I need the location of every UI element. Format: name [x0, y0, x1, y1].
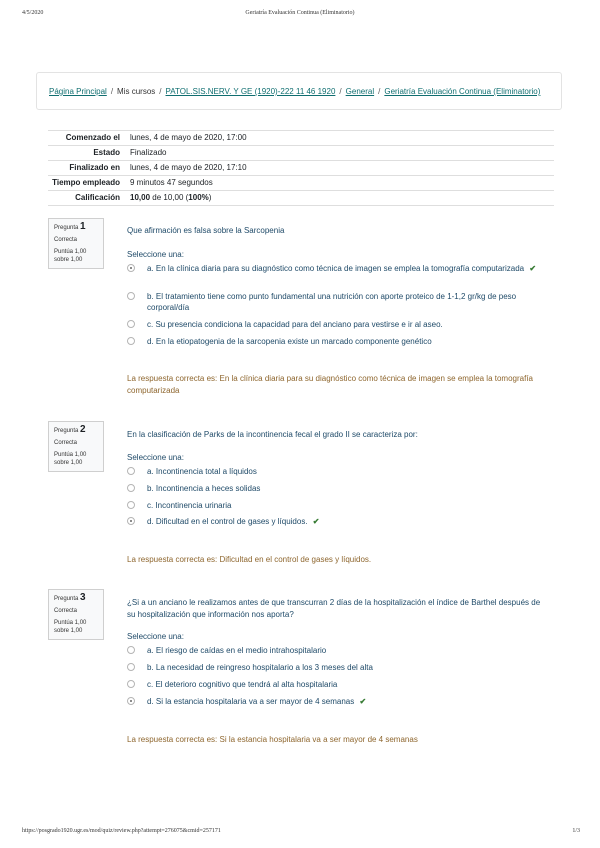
radio-button[interactable]	[127, 646, 135, 654]
answer-option[interactable]: b. La necesidad de reingreso hospitalario a los 3 meses del alta	[127, 662, 547, 673]
summary-row: Finalizado en lunes, 4 de mayo de 2020, 17:10	[48, 161, 554, 176]
answer-option[interactable]: d. En la etiopatogenia de la sarcopenia existe un marcado componente genético	[127, 336, 547, 347]
correct-answer-feedback: La respuesta correcta es: Si la estancia hospitalaria va a ser mayor de 4 semanas	[127, 735, 418, 744]
answer-option[interactable]: b. Incontinencia a heces solidas	[127, 483, 547, 494]
answer-option[interactable]: c. El deterioro cognitivo que tendrá al alta hospitalaria	[127, 679, 547, 690]
print-url: https://posgrado1920.ugr.es/mod/quiz/review.php?attempt=276075&cmid=257171	[22, 828, 221, 834]
question-text-2: En la clasificación de Parks de la incontinencia fecal el grado II se caracteriza por:	[127, 430, 418, 439]
correct-answer-feedback: La respuesta correcta es: Dificultad en el control de gases y líquidos.	[127, 555, 372, 564]
radio-button[interactable]	[127, 320, 135, 328]
summary-row: Comenzado el lunes, 4 de mayo de 2020, 17:00	[48, 131, 554, 146]
select-one-prompt: Seleccione una:	[127, 453, 184, 462]
question-number: 1	[80, 221, 86, 232]
breadcrumb-courses: Mis cursos	[117, 87, 156, 96]
question-number: 2	[80, 424, 86, 435]
question-state: Correcta	[54, 440, 78, 446]
breadcrumb-quiz-link[interactable]: Geriatría Evaluación Continua (Eliminatorio)	[384, 87, 541, 96]
check-icon: ✔	[359, 697, 367, 706]
summary-row-grade: Calificación 10,00 de 10,00 (100%)	[48, 191, 554, 206]
question-info-2: Pregunta 2 Correcta Puntúa 1,00 sobre 1,00	[48, 421, 104, 472]
check-icon: ✔	[312, 517, 320, 526]
breadcrumb-section-link[interactable]: General	[345, 87, 375, 96]
question-info-1: Pregunta 1 Correcta Puntúa 1,00 sobre 1,00	[48, 218, 104, 269]
radio-button[interactable]	[127, 292, 135, 300]
page-number: 1/3	[572, 828, 580, 834]
radio-button[interactable]	[127, 484, 135, 492]
select-one-prompt: Seleccione una:	[127, 632, 184, 641]
print-title: Geriatría Evaluación Continua (Eliminatorio)	[245, 10, 355, 16]
radio-button[interactable]	[127, 264, 135, 272]
radio-button[interactable]	[127, 697, 135, 705]
answer-option[interactable]: b. El tratamiento tiene como punto fundamental una nutrición con aporte proteico de 1-1,2 gr/kg de peso corporal/día	[127, 291, 547, 313]
radio-button[interactable]	[127, 501, 135, 509]
print-date: 4/5/2020	[22, 10, 44, 16]
question-state: Correcta	[54, 237, 78, 243]
question-number: 3	[80, 592, 86, 603]
correct-answer-feedback: La respuesta correcta es: En la clínica diaria para su diagnóstico como técnica de imagen se emplea la tomografía computarizada	[127, 374, 533, 395]
question-text-3: ¿Si a un anciano le realizamos antes de que transcurran 2 días de la hospitalización el índice de Barthel después de su hospitalización que información nos aporta?	[127, 598, 541, 619]
radio-button[interactable]	[127, 467, 135, 475]
answer-option[interactable]: d. Si la estancia hospitalaria va a ser mayor de 4 semanas ✔	[127, 696, 547, 707]
attempt-summary-table	[48, 130, 554, 206]
answer-option[interactable]: d. Dificultad en el control de gases y líquidos. ✔	[127, 516, 547, 527]
summary-row: Tiempo empleado 9 minutos 47 segundos	[48, 176, 554, 191]
question-info-3: Pregunta 3 Correcta Puntúa 1,00 sobre 1,00	[48, 589, 104, 640]
radio-button[interactable]	[127, 517, 135, 525]
grade-percent: 100%	[188, 193, 209, 202]
check-icon: ✔	[529, 264, 537, 273]
select-one-prompt: Seleccione una:	[127, 250, 184, 259]
radio-button[interactable]	[127, 337, 135, 345]
radio-button[interactable]	[127, 680, 135, 688]
question-grade: Puntúa 1,00 sobre 1,00	[54, 249, 87, 263]
grade-of: de 10,00	[152, 193, 184, 202]
question-state: Correcta	[54, 608, 78, 614]
answer-option[interactable]: c. Su presencia condiciona la capacidad para del anciano para vestirse e ir al aseo.	[127, 319, 547, 330]
radio-button[interactable]	[127, 663, 135, 671]
answer-option[interactable]: a. En la clínica diaria para su diagnóstico como técnica de imagen se emplea la tomografía computarizada ✔	[127, 263, 547, 274]
summary-row: Estado Finalizado	[48, 146, 554, 161]
question-grade: Puntúa 1,00 sobre 1,00	[54, 620, 87, 634]
question-grade: Puntúa 1,00 sobre 1,00	[54, 452, 87, 466]
question-text-1: Que afirmación es falsa sobre la Sarcopenia	[127, 226, 285, 235]
answer-option[interactable]: c. Incontinencia urinaria	[127, 500, 547, 511]
breadcrumb-home-link[interactable]: Página Principal	[49, 87, 107, 96]
grade-score: 10,00	[130, 193, 151, 202]
breadcrumb: Página Principal / Mis cursos / PATOL.SIS.NERV. Y GE (1920)-222 11 46 1920 / General / Geriatría Evaluación Continua (Eliminatorio)	[36, 72, 562, 110]
answer-option[interactable]: a. Incontinencia total a líquidos	[127, 466, 547, 477]
answer-option[interactable]: a. El riesgo de caídas en el medio intrahospitalario	[127, 645, 547, 656]
breadcrumb-course-link[interactable]: PATOL.SIS.NERV. Y GE (1920)-222 11 46 1920	[165, 87, 336, 96]
